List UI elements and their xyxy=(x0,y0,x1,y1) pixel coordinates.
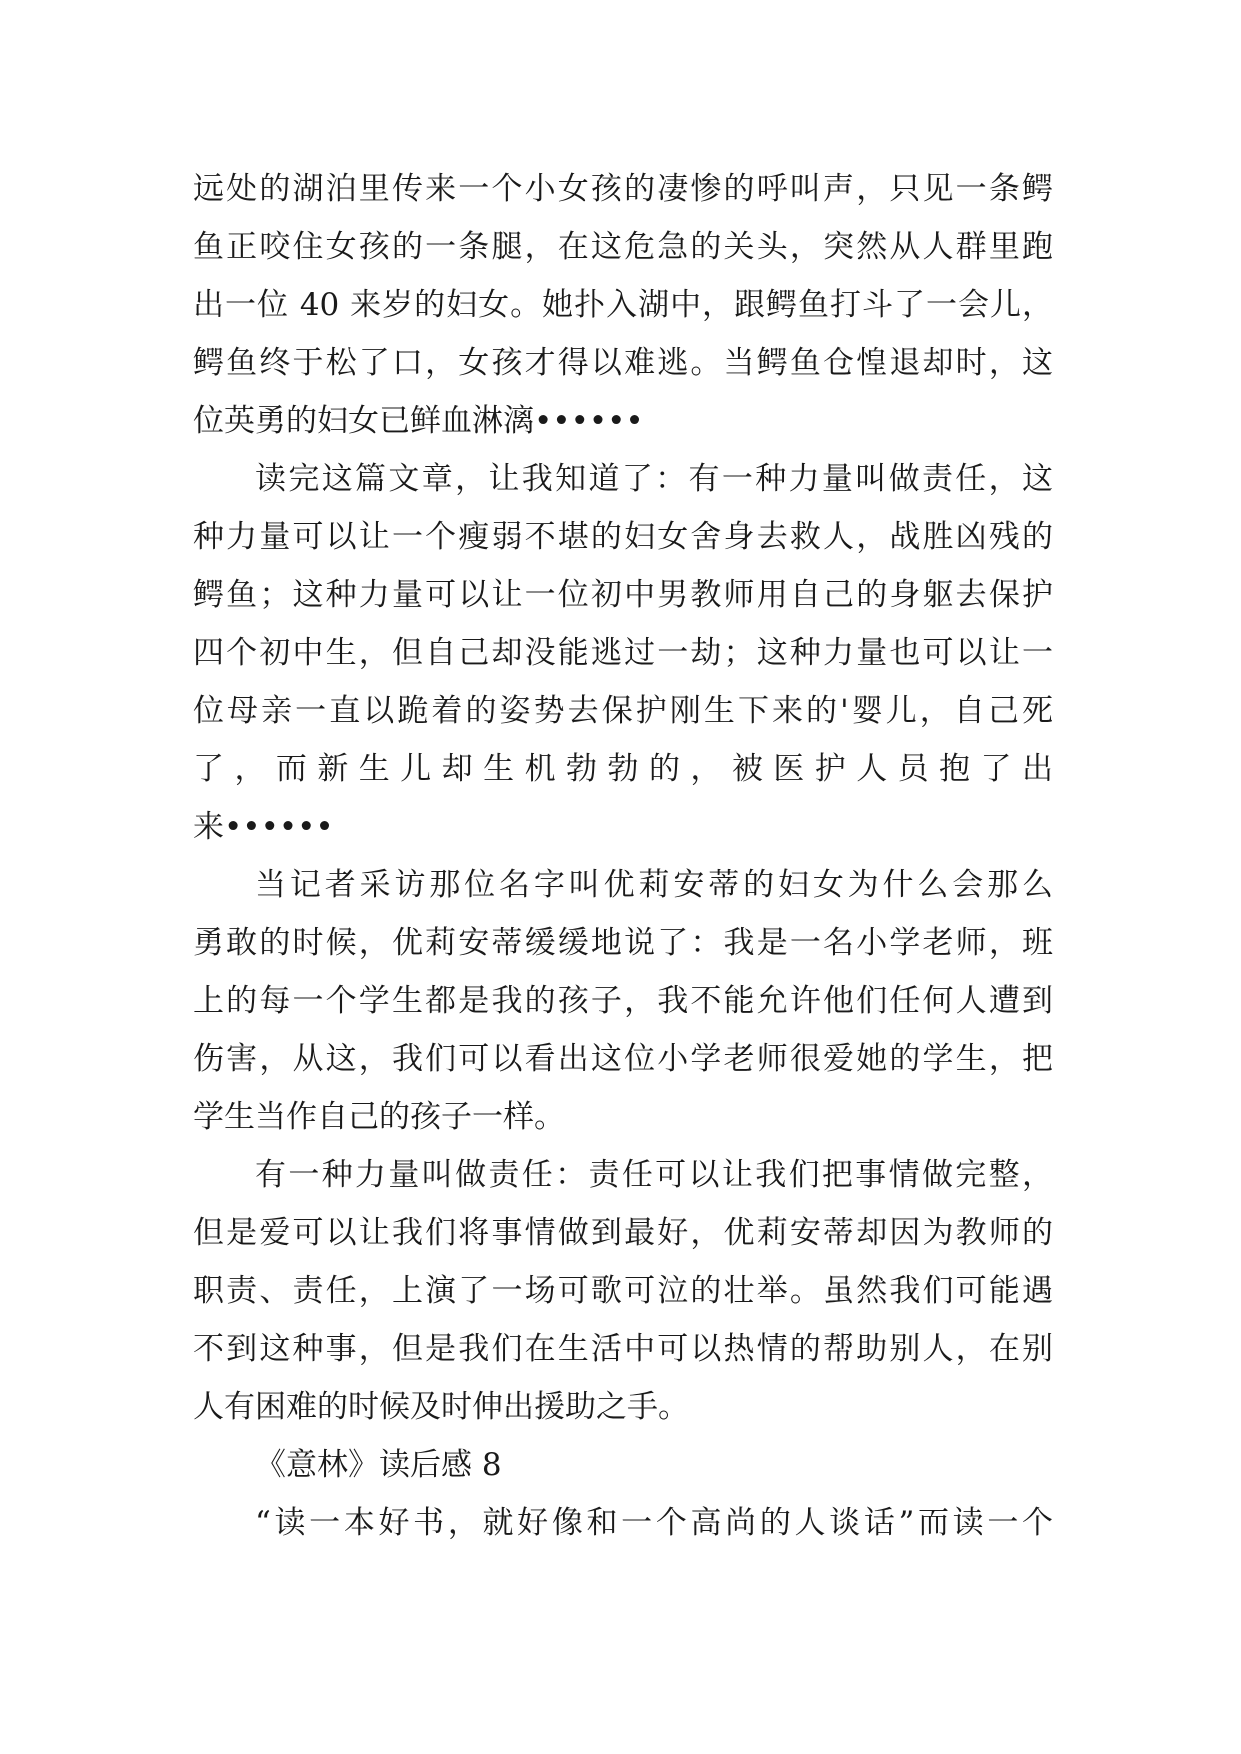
text-line: 鳄鱼；这种力量可以让一位初中男教师用自己的身躯去保护 xyxy=(193,577,1053,613)
paragraph-first-line: 当记者采访那位名字叫优莉安蒂的妇女为什么会那么 xyxy=(255,867,1053,903)
section-heading: 《意林》读后感 8 xyxy=(255,1447,502,1483)
text-line: 人有困难的时候及时伸出援助之手。 xyxy=(193,1389,689,1425)
text-line: 种力量可以让一个瘦弱不堪的妇女舍身去救人，战胜凶残的 xyxy=(193,519,1053,555)
text-line: 了，而新生儿却生机勃勃的，被医护人员抱了出 xyxy=(193,751,1053,787)
paragraph-first-line: 读完这篇文章，让我知道了：有一种力量叫做责任，这 xyxy=(255,461,1053,497)
text-line: 学生当作自己的孩子一样。 xyxy=(193,1099,565,1135)
text-line: 伤害，从这，我们可以看出这位小学老师很爱她的学生，把 xyxy=(193,1041,1053,1077)
paragraph-first-line: 有一种力量叫做责任：责任可以让我们把事情做完整， xyxy=(255,1157,1053,1193)
text-line: 鱼正咬住女孩的一条腿，在这危急的关头，突然从人群里跑 xyxy=(193,229,1053,265)
text-line: 出一位 40 来岁的妇女。她扑入湖中，跟鳄鱼打斗了一会儿， xyxy=(193,287,1053,323)
text-line: 不到这种事，但是我们在生活中可以热情的帮助别人，在别 xyxy=(193,1331,1053,1367)
text-line: 勇敢的时候，优莉安蒂缓缓地说了：我是一名小学老师，班 xyxy=(193,925,1053,961)
text-line: 位母亲一直以跪着的姿势去保护刚生下来的'婴儿，自己死 xyxy=(193,693,1053,729)
document-page xyxy=(193,160,1053,1552)
text-line: 职责、责任，上演了一场可歌可泣的壮举。虽然我们可能遇 xyxy=(193,1273,1053,1309)
text-line: 远处的湖泊里传来一个小女孩的凄惨的呼叫声，只见一条鳄 xyxy=(193,171,1053,207)
text-line: 但是爱可以让我们将事情做到最好，优莉安蒂却因为教师的 xyxy=(193,1215,1053,1251)
text-line: 鳄鱼终于松了口，女孩才得以难逃。当鳄鱼仓惶退却时，这 xyxy=(193,345,1053,381)
paragraph-first-line: “读一本好书，就好像和一个高尚的人谈话”而读一个 xyxy=(255,1505,1053,1541)
text-line: 来•••••• xyxy=(193,809,334,845)
text-line: 上的每一个学生都是我的孩子，我不能允许他们任何人遭到 xyxy=(193,983,1053,1019)
text-line: 四个初中生，但自己却没能逃过一劫；这种力量也可以让一 xyxy=(193,635,1053,671)
text-line: 位英勇的妇女已鲜血淋漓•••••• xyxy=(193,403,644,439)
